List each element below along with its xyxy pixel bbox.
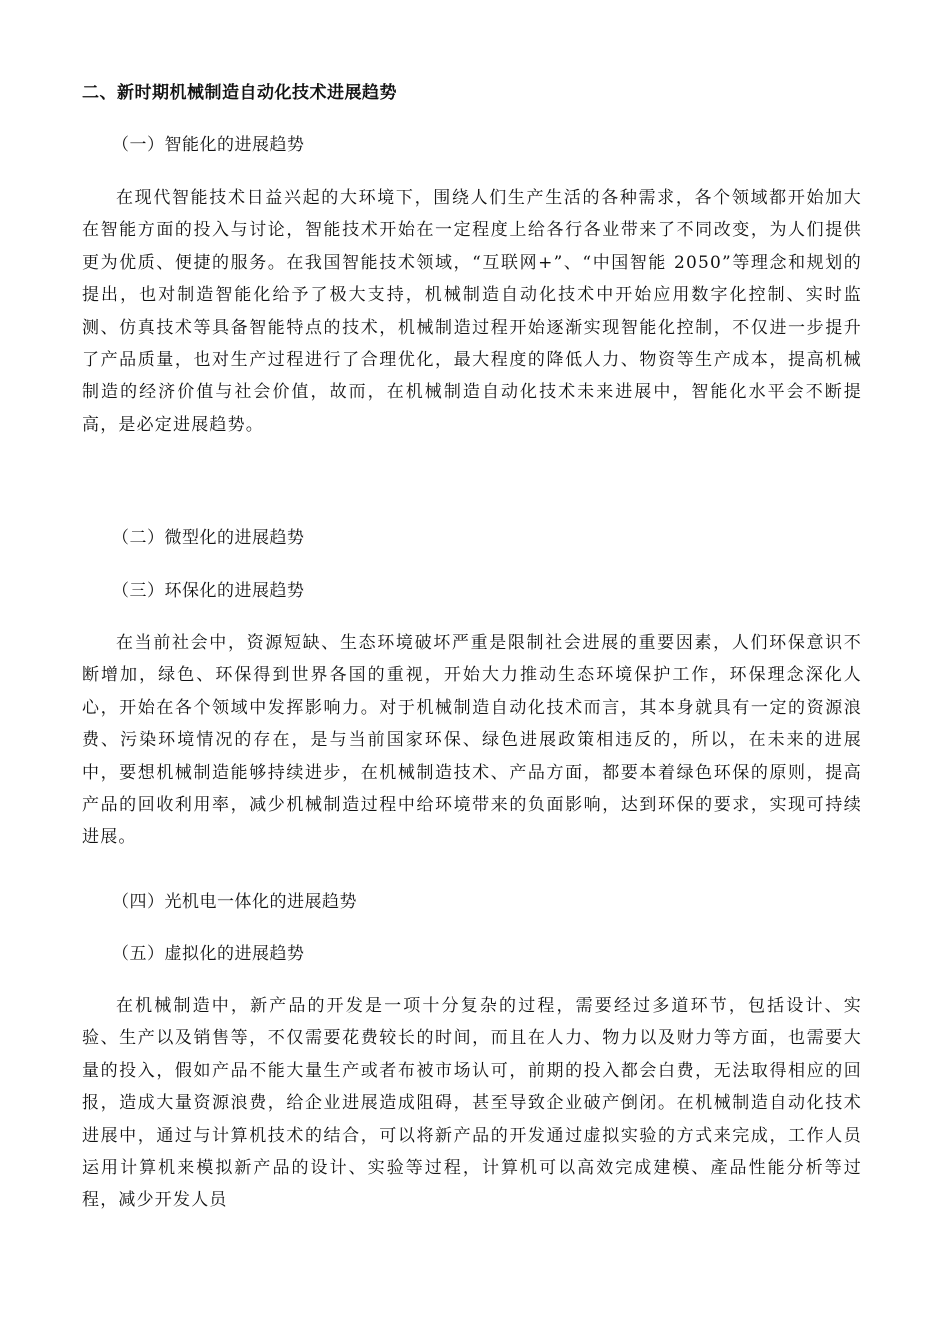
subsection-title-optomechatronics: （四）光机电一体化的进展趋势: [112, 892, 357, 912]
subsection-title-virtualization: （五）虚拟化的进展趋势: [112, 944, 305, 964]
subsection-title-environmental: （三）环保化的进展趋势: [112, 581, 305, 601]
section-heading: 二、新时期机械制造自动化技术进展趋势: [82, 83, 397, 103]
paragraph-intelligent: 在现代智能技术日益兴起的大环境下，围绕人们生产生活的各种需求，各个领域都开始加大在智能方面的投入与讨论，智能技术开始在一定程度上给各行各业带来了不同改变，为人们提供更为优质、便捷的服务。在我国智能技术领域，“互联网+”、“中国智能 2050”等理念和规划的提出，也对制造智能化给予了极大支持，机械制造自动化技术中开始应用数字化控制、实时监测、仿真技术等具备智能特点的技术，机械制造过程开始逐渐实现智能化控制，不仅进一步提升了产品质量，也对生产过程进行了合理优化，最大程度的降低人力、物资等生产成本，提高机械制造的经济价值与社会价值，故而，在机械制造自动化技术未来进展中，智能化水平会不断提高，是必定进展趋势。: [82, 188, 862, 435]
subsection-title-miniaturization: （二）微型化的进展趋势: [112, 528, 305, 548]
paragraph-environmental: 在当前社会中，资源短缺、生态环境破坏严重是限制社会进展的重要因素，人们环保意识不断增加，绿色、环保得到世界各国的重视，开始大力推动生态环境保护工作，环保理念深化人心，开始在各个领域中发挥影响力。对于机械制造自动化技术而言，其本身就具有一定的资源浪费、污染环境情况的存在，是与当前国家环保、绿色进展政策相违反的，所以，在未来的进展中，要想机械制造能够持续进步，在机械制造技术、产品方面，都要本着绿色环保的原则，提高产品的回收利用率，减少机械制造过程中给环境带来的负面影响，达到环保的要求，实现可持续进展。: [82, 633, 862, 848]
subsection-title-intelligent: （一）智能化的进展趋势: [112, 135, 305, 155]
paragraph-virtualization: 在机械制造中，新产品的开发是一项十分复杂的过程，需要经过多道环节，包括设计、实验、生产以及销售等，不仅需要花费较长的时间，而且在人力、物力以及财力等方面，也需要大量的投入，假如产品不能大量生产或者布被市场认可，前期的投入都会白费，无法取得相应的回报，造成大量资源浪费，给企业进展造成阻碍，甚至导致企业破产倒闭。在机械制造自动化技术进展中，通过与计算机技术的结合，可以将新产品的开发通过虚拟实验的方式来完成，工作人员运用计算机来模拟新产品的设计、实验等过程，计算机可以高效完成建模、產品性能分析等过程，减少开发人员: [82, 996, 862, 1211]
